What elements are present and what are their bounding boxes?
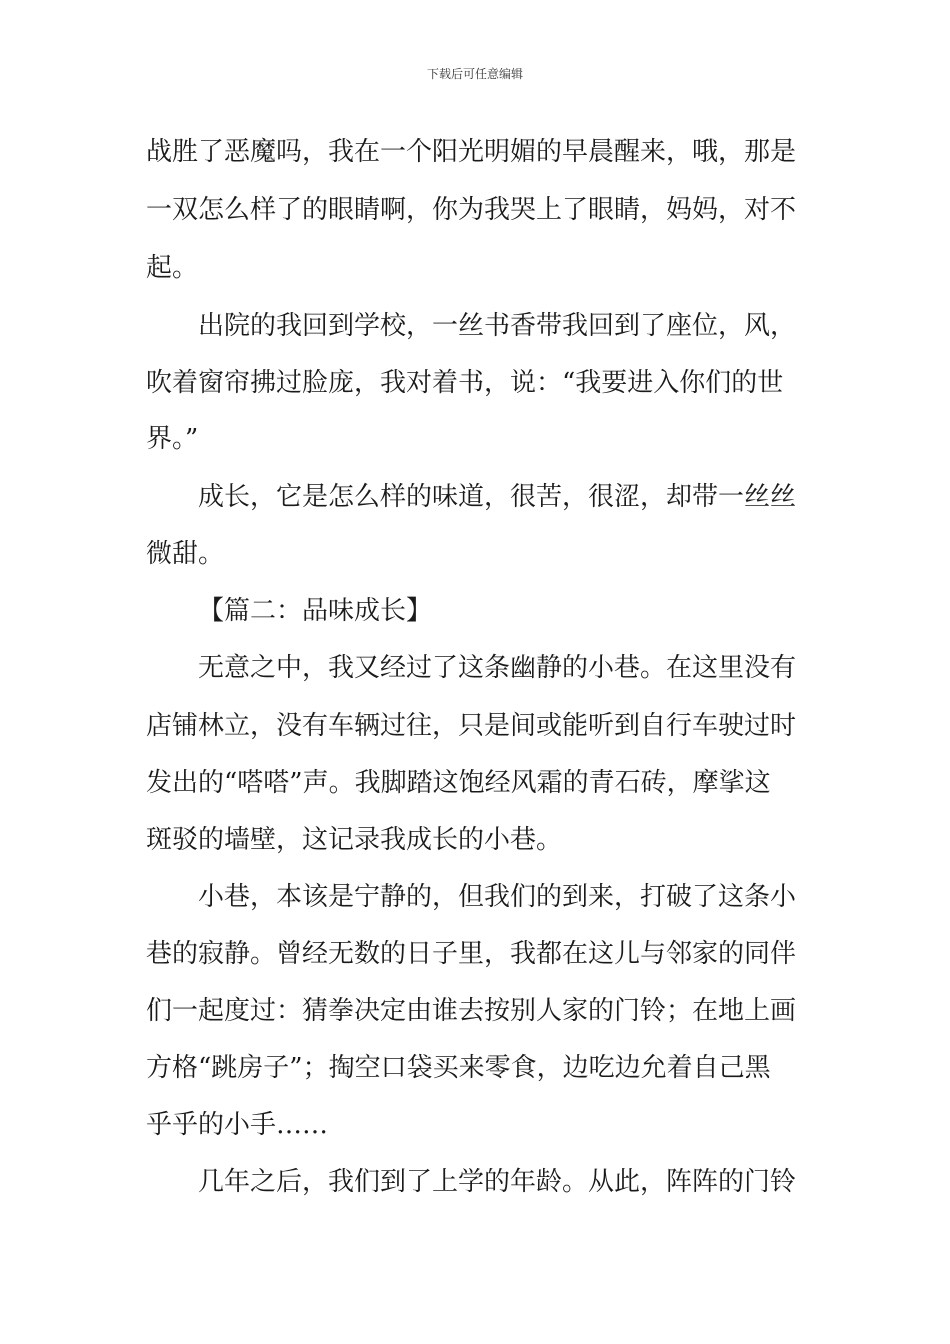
body-line: 起。 [146,253,199,283]
body-line: 发出的“嗒嗒”声。我脚踏这饱经风霜的青石砖，摩挲这 [146,768,771,798]
section-heading: 【篇二：品味成长】 [198,596,433,626]
body-line: 战胜了恶魔吗，我在一个阳光明媚的早晨醒来，哦，那是 [146,137,797,167]
body-line: 们一起度过：猜拳决定由谁去按别人家的门铃；在地上画 [146,996,797,1026]
body-line: 吹着窗帘拂过脸庞，我对着书，说：“我要进入你们的世 [146,368,784,398]
body-line: 斑驳的墙壁，这记录我成长的小巷。 [146,825,563,855]
body-line: 乎乎的小手…… [146,1110,329,1140]
body-line: 一双怎么样了的眼睛啊，你为我哭上了眼睛，妈妈，对不 [146,195,797,225]
paragraph-first-line: 几年之后，我们到了上学的年龄。从此，阵阵的门铃 [198,1167,797,1197]
paragraph-first-line: 无意之中，我又经过了这条幽静的小巷。在这里没有 [198,653,797,683]
body-line: 方格“跳房子”；掏空口袋买来零食，边吃边允着自己黑 [146,1053,771,1083]
paragraph-first-line: 出院的我回到学校，一丝书香带我回到了座位，风， [198,311,797,341]
body-line: 界。” [146,424,199,454]
body-line: 店铺林立，没有车辆过往，只是间或能听到自行车驶过时 [146,711,797,741]
page-header: 下载后可任意编辑 [426,67,523,81]
paragraph-first-line: 小巷，本该是宁静的，但我们的到来，打破了这条小 [198,882,797,912]
body-line: 微甜。 [146,539,225,569]
body-line: 巷的寂静。曾经无数的日子里，我都在这儿与邻家的同伴 [146,939,797,969]
paragraph-first-line: 成长，它是怎么样的味道，很苦，很涩，却带一丝丝 [198,482,797,512]
